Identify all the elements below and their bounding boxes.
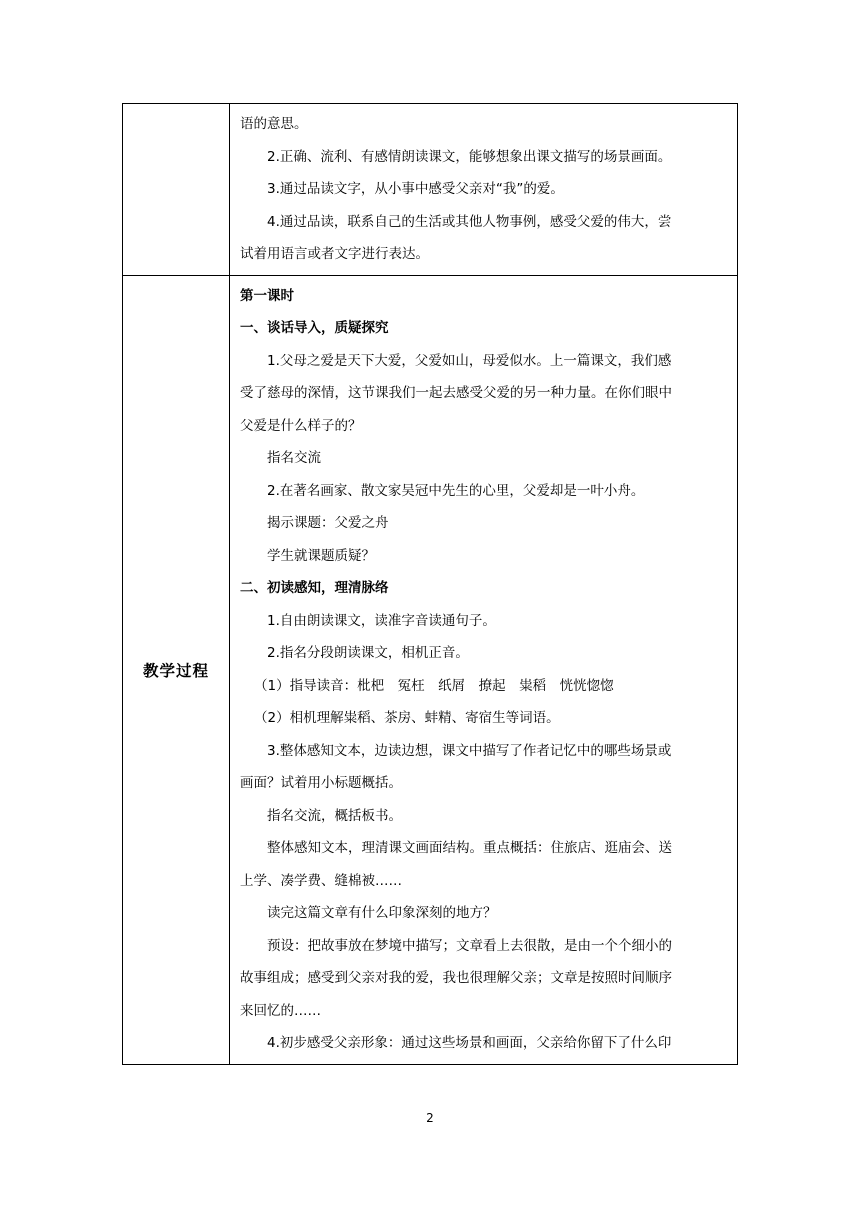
process-label: 教学过程 <box>142 661 209 680</box>
goals-label-cell <box>123 104 230 276</box>
process-line: 读完这篇文章有什么印象深刻的地方？ <box>267 905 497 921</box>
process-line: （2）相机理解粜稻、茶房、蚌精、寄宿生等词语。 <box>254 710 560 726</box>
process-label-cell <box>123 275 230 1064</box>
process-line: 受了慈母的深情，这节课我们一起去感受父爱的另一种力量。在你们眼中 <box>240 385 672 401</box>
process-line: 画面？试着用小标题概括。 <box>240 775 402 791</box>
process-line: 指名交流，概括板书。 <box>267 807 402 824</box>
goals-line: 语的意思。 <box>240 116 308 132</box>
process-line: 学生就课题质疑？ <box>267 547 375 564</box>
goals-line: 2.正确、流利、有感情朗读课文，能够想象出课文描写的场景画面。 <box>267 148 672 165</box>
goals-row <box>123 104 738 276</box>
process-line: 父爱是什么样子的？ <box>240 417 362 434</box>
process-content-cell <box>230 275 738 1064</box>
process-line: 2.指名分段朗读课文，相机正音。 <box>267 645 469 661</box>
part1-heading: 一、谈话导入，质疑探究 <box>240 320 389 336</box>
page-number: 2 <box>426 1111 434 1125</box>
process-line: 故事组成；感受到父亲对我的爱，我也很理解父亲；文章是按照时间顺序 <box>240 970 672 986</box>
process-line: （1）指导读音：枇杷 冤枉 纸屑 撩起 粜稻 恍恍惚惚 <box>254 677 614 694</box>
process-line: 来回忆的…… <box>240 1002 321 1019</box>
process-line: 1.自由朗读课文，读准字音读通句子。 <box>267 612 496 629</box>
part2-heading: 二、初读感知，理清脉络 <box>240 580 389 596</box>
process-line: 1.父母之爱是天下大爱，父爱如山，母爱似水。上一篇课文，我们感 <box>267 352 672 369</box>
process-line: 指名交流 <box>267 450 321 466</box>
goals-content <box>230 104 737 275</box>
goals-content-cell <box>230 104 738 276</box>
goals-line: 4.通过品读，联系自己的生活或其他人物事例，感受父爱的伟大，尝 <box>267 213 672 230</box>
process-line: 揭示课题：父爱之舟 <box>267 515 389 531</box>
process-line: 4.初步感受父亲形象：通过这些场景和画面，父亲给你留下了什么印 <box>267 1035 672 1051</box>
lesson-plan-table <box>122 103 738 1065</box>
process-line: 预设：把故事放在梦境中描写；文章看上去很散，是由一个个细小的 <box>267 937 672 954</box>
process-line: 整体感知文本，理清课文画面结构。重点概括：住旅店、逛庙会、送 <box>267 840 672 856</box>
lesson-title: 第一课时 <box>240 287 294 304</box>
goals-line: 试着用语言或者文字进行表达。 <box>240 246 429 262</box>
process-row <box>123 275 738 1064</box>
process-line: 上学、凑学费、缝棉被…… <box>240 872 402 889</box>
goals-line: 3.通过品读文字，从小事中感受父亲对“我”的爱。 <box>267 181 564 197</box>
process-line: 2.在著名画家、散文家吴冠中先生的心里，父爱却是一叶小舟。 <box>267 482 645 499</box>
process-line: 3.整体感知文本，边读边想，课文中描写了作者记忆中的哪些场景或 <box>267 742 672 759</box>
process-content <box>230 276 737 1064</box>
